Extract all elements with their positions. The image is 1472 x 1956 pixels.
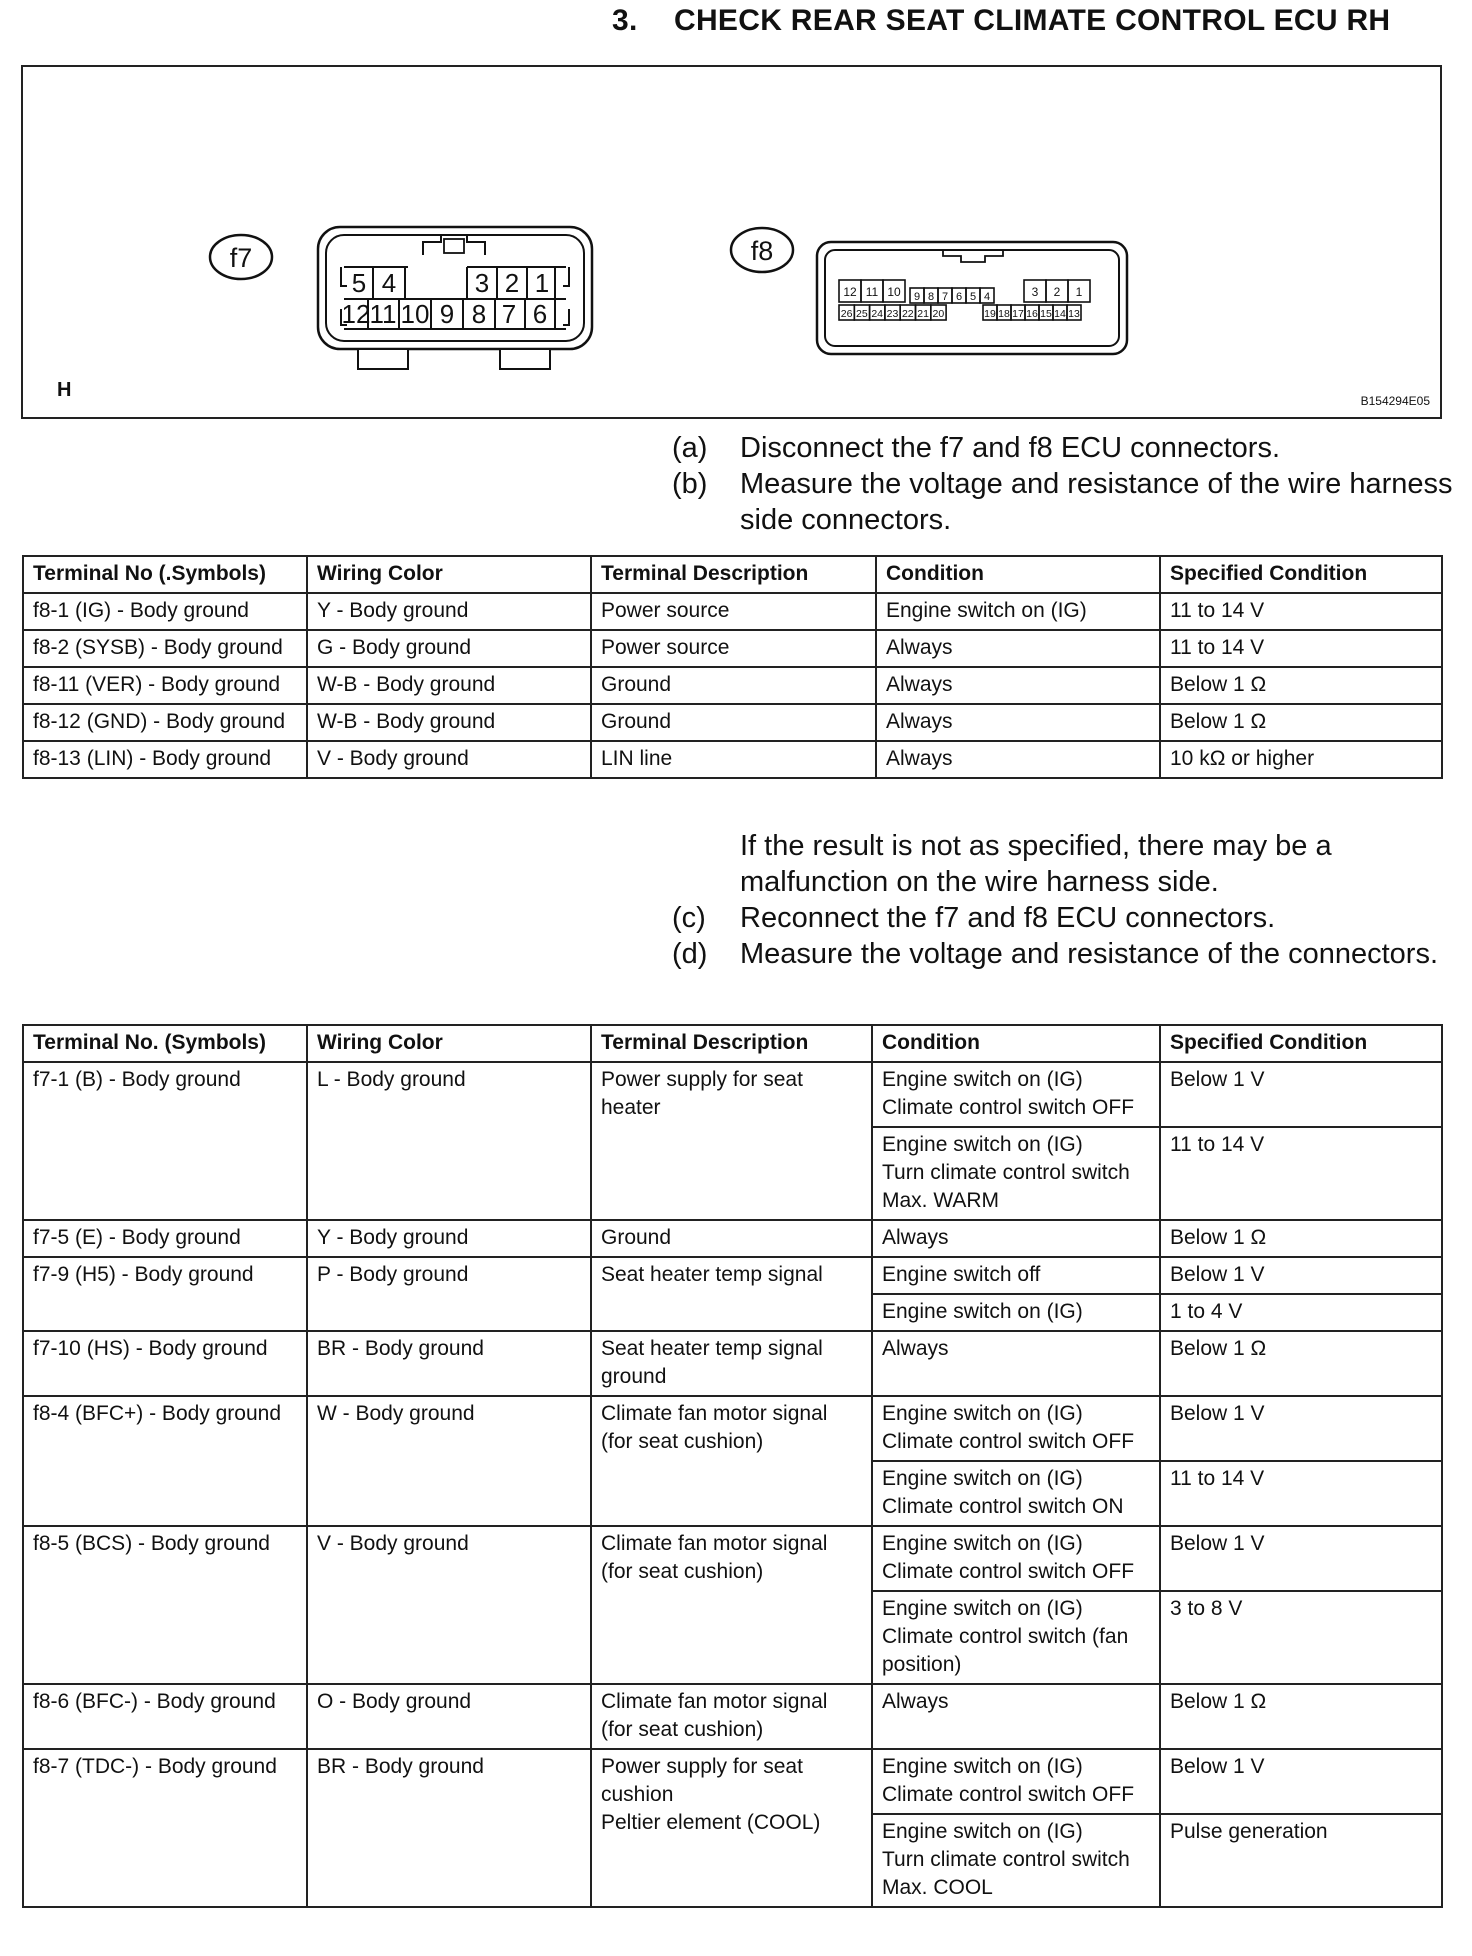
table-cell: Always [876,667,1160,704]
f7-pin: 8 [471,299,487,329]
condition-cell: Engine switch on (IG) Turn climate control switch Max. WARM [872,1127,1160,1220]
f7-pin: 3 [474,268,490,298]
column-header: Specified Condition [1160,1025,1442,1062]
wiring-color-cell: L - Body ground [307,1062,591,1220]
step-label: (d) [672,938,708,970]
specified-condition-cell: Below 1 V [1160,1396,1442,1461]
section-title: CHECK REAR SEAT CLIMATE CONTROL ECU RH [674,4,1391,37]
table-cell: f8-1 (IG) - Body ground [23,593,307,630]
f7-pin: 7 [501,299,517,329]
f8-label: f8 [750,236,774,266]
table-cell: 11 to 14 V [1160,593,1442,630]
terminal-description-cell: Climate fan motor signal (for seat cushion) [591,1526,872,1684]
f8-pin: 5 [969,291,977,303]
column-header: Specified Condition [1160,556,1442,593]
condition-cell: Engine switch off [872,1257,1160,1294]
table-cell: LIN line [591,741,876,778]
wiring-color-cell: BR - Body ground [307,1331,591,1396]
f8-pin: 2 [1053,285,1061,299]
terminal-description-cell: Seat heater temp signal [591,1257,872,1331]
f8-pin: 25 [856,308,868,320]
condition-cell: Always [872,1331,1160,1396]
wiring-color-cell: BR - Body ground [307,1749,591,1907]
table-row [23,593,1442,630]
specified-condition-cell: 11 to 14 V [1160,1461,1442,1526]
f8-pin: 26 [840,308,853,320]
f8-pin: 24 [871,308,884,320]
f8-pin: 9 [913,291,921,303]
f8-pin: 21 [917,308,929,320]
f8-pin: 20 [932,308,945,320]
condition-cell: Engine switch on (IG) Climate control switch OFF [872,1749,1160,1814]
table-header-row [23,1025,1442,1062]
f7-pin: 5 [351,268,367,298]
f8-pin: 3 [1031,285,1039,299]
f8-pin: 15 [1040,308,1052,320]
f7-pin: 4 [381,268,397,298]
table-row [23,1331,1442,1396]
table-row [23,630,1442,667]
table-cell: Ground [591,667,876,704]
specified-condition-cell: Below 1 V [1160,1749,1442,1814]
f8-pin: 22 [901,308,914,320]
terminal-cell: f7-1 (B) - Body ground [23,1062,307,1220]
section-heading [612,4,1390,38]
specified-condition-cell: 1 to 4 V [1160,1294,1442,1331]
f8-pin: 7 [941,291,949,303]
specified-condition-cell: Below 1 V [1160,1257,1442,1294]
table-cell: Always [876,741,1160,778]
column-header: Terminal No. (Symbols) [23,1025,307,1062]
connector-spec-table [22,1024,1443,1908]
table-row [23,741,1442,778]
table-row [23,1684,1442,1749]
step-text: Measure the voltage and resistance of the connectors. [740,938,1439,970]
terminal-description-cell: Climate fan motor signal (for seat cushion) [591,1684,872,1749]
table-cell: Below 1 Ω [1160,667,1442,704]
table-cell: f8-11 (VER) - Body ground [23,667,307,704]
step-label: (a) [672,432,708,464]
table-cell: W-B - Body ground [307,704,591,741]
table-cell: 10 kΩ or higher [1160,741,1442,778]
column-header: Condition [876,556,1160,593]
column-header: Terminal Description [591,1025,872,1062]
terminal-cell: f8-7 (TDC-) - Body ground [23,1749,307,1907]
table-cell: Engine switch on (IG) [876,593,1160,630]
terminal-cell: f8-5 (BCS) - Body ground [23,1526,307,1684]
table-cell: Always [876,630,1160,667]
f8-pin: 6 [955,291,963,303]
column-header: Condition [872,1025,1160,1062]
step-item [672,900,1472,936]
figure-letter: H [57,379,72,401]
condition-cell: Engine switch on (IG) Climate control switch (fan position) [872,1591,1160,1684]
wiring-color-cell: W - Body ground [307,1396,591,1526]
step-label: (b) [672,468,708,500]
table-row [23,667,1442,704]
column-header: Wiring Color [307,1025,591,1062]
specified-condition-cell: Below 1 Ω [1160,1220,1442,1257]
f8-pin: 1 [1075,285,1083,299]
table-cell: f8-12 (GND) - Body ground [23,704,307,741]
steps-before-table-2 [672,828,1472,972]
terminal-cell: f7-10 (HS) - Body ground [23,1331,307,1396]
connector-diagram [23,67,1440,417]
steps-before-table-1 [672,430,1472,538]
terminal-description-cell: Climate fan motor signal (for seat cushion) [591,1396,872,1526]
specified-condition-cell: Below 1 Ω [1160,1331,1442,1396]
table-cell: f8-2 (SYSB) - Body ground [23,630,307,667]
f7-pin: 9 [439,299,455,329]
condition-cell: Engine switch on (IG) Climate control switch ON [872,1461,1160,1526]
specified-condition-cell: 3 to 8 V [1160,1591,1442,1684]
condition-cell: Always [872,1220,1160,1257]
table-row [23,1396,1442,1461]
f7-pin: 1 [534,268,550,298]
f8-pin: 17 [1012,308,1024,320]
f8-pin: 8 [927,291,935,303]
f8-pin: 4 [983,291,991,303]
table-row [23,1062,1442,1127]
specified-condition-cell: Below 1 V [1160,1062,1442,1127]
terminal-description-cell: Seat heater temp signal ground [591,1331,872,1396]
column-header: Wiring Color [307,556,591,593]
result-note [672,828,1472,900]
harness-side-spec-table [22,555,1443,779]
f8-pin: 14 [1054,308,1066,320]
table-cell: Always [876,704,1160,741]
wiring-color-cell: O - Body ground [307,1684,591,1749]
table-row [23,1257,1442,1294]
f7-connector [318,227,592,369]
f7-label: f7 [229,243,253,273]
f7-pin: 12 [341,299,371,329]
f8-pin: 11 [865,285,879,299]
condition-cell: Engine switch on (IG) Climate control switch OFF [872,1062,1160,1127]
terminal-description-cell: Ground [591,1220,872,1257]
table-cell: 11 to 14 V [1160,630,1442,667]
table-cell: f8-13 (LIN) - Body ground [23,741,307,778]
table-cell: W-B - Body ground [307,667,591,704]
step-text: Measure the voltage and resistance of the wire harness side connectors. [740,468,1453,536]
condition-cell: Engine switch on (IG) Turn climate control switch Max. COOL [872,1814,1160,1907]
step-text: Disconnect the f7 and f8 ECU connectors. [740,432,1281,464]
f8-pin: 12 [843,285,857,299]
column-header: Terminal No (.Symbols) [23,556,307,593]
table-cell: G - Body ground [307,630,591,667]
specified-condition-cell: Below 1 V [1160,1526,1442,1591]
table-cell: Y - Body ground [307,593,591,630]
table-row [23,1220,1442,1257]
table-row [23,704,1442,741]
condition-cell: Engine switch on (IG) Climate control switch OFF [872,1526,1160,1591]
column-header: Terminal Description [591,556,876,593]
step-item [672,430,1472,466]
condition-cell: Engine switch on (IG) Climate control switch OFF [872,1396,1160,1461]
specified-condition-cell: Below 1 Ω [1160,1684,1442,1749]
f8-pin: 16 [1026,308,1038,320]
specified-condition-cell: 11 to 14 V [1160,1127,1442,1220]
figure-code: B154294E05 [1360,394,1430,408]
table-cell: Below 1 Ω [1160,704,1442,741]
table-row [23,1749,1442,1814]
table-cell: V - Body ground [307,741,591,778]
step-label: (c) [672,902,706,934]
terminal-cell: f7-5 (E) - Body ground [23,1220,307,1257]
table-row [23,1526,1442,1591]
f7-pin: 2 [504,268,520,298]
f7-pin: 6 [532,299,548,329]
wiring-color-cell: Y - Body ground [307,1220,591,1257]
f8-pin: 19 [984,308,996,320]
table-cell: Power source [591,593,876,630]
f8-pin: 23 [886,308,899,320]
specified-condition-cell: Pulse generation [1160,1814,1442,1907]
f8-pin: 10 [887,285,901,299]
terminal-description-cell: Power supply for seat heater [591,1062,872,1220]
f8-pin: 18 [998,308,1010,320]
wiring-color-cell: P - Body ground [307,1257,591,1331]
step-text: Reconnect the f7 and f8 ECU connectors. [740,902,1276,934]
step-item [672,466,1472,538]
f8-pin: 13 [1068,308,1080,320]
f7-pin: 11 [369,299,397,329]
table-cell: Ground [591,704,876,741]
wiring-color-cell: V - Body ground [307,1526,591,1684]
step-item [672,936,1472,972]
terminal-cell: f8-6 (BFC-) - Body ground [23,1684,307,1749]
table-header-row [23,556,1442,593]
connector-figure [21,65,1442,419]
terminal-cell: f7-9 (H5) - Body ground [23,1257,307,1331]
section-number: 3. [612,4,638,37]
result-note-text: If the result is not as specified, there may be a malfunction on the wire harness side. [740,830,1332,898]
condition-cell: Always [872,1684,1160,1749]
condition-cell: Engine switch on (IG) [872,1294,1160,1331]
terminal-cell: f8-4 (BFC+) - Body ground [23,1396,307,1526]
table-cell: Power source [591,630,876,667]
terminal-description-cell: Power supply for seat cushion Peltier element (COOL) [591,1749,872,1907]
f7-pin: 10 [400,299,430,329]
